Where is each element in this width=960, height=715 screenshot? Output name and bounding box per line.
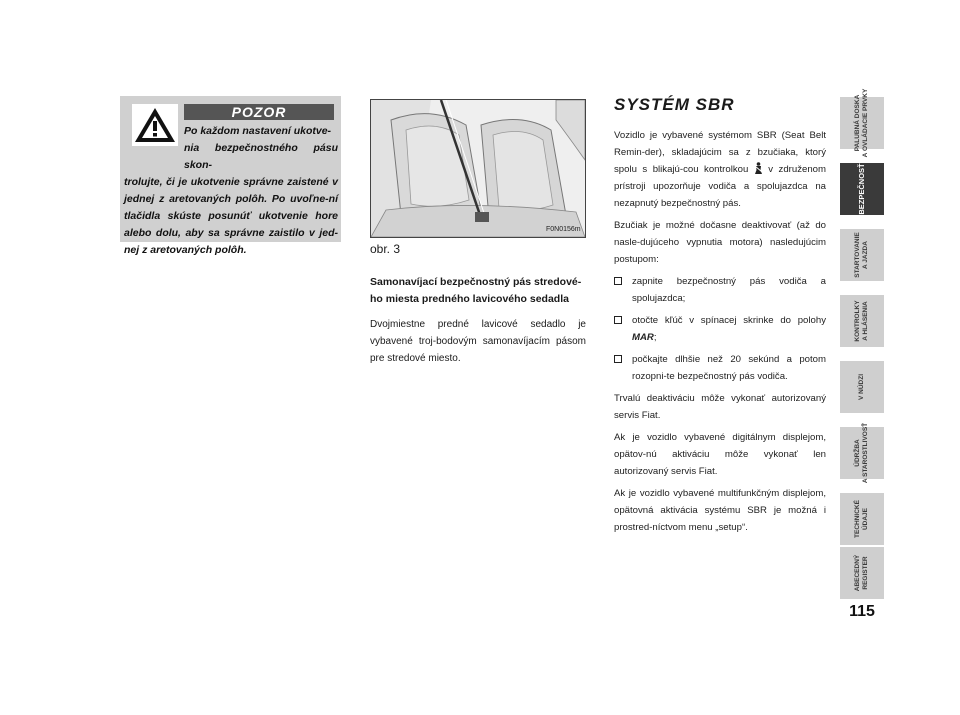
warning-label: POZOR: [184, 104, 334, 120]
figure-caption: obr. 3: [370, 242, 401, 256]
seatbelt-figure: [370, 99, 586, 238]
paragraph-2: Bzučiak je možné dočasne deaktivovať (až do nasle-dujúceho vypnutia motora) nasledujúcim postupom:: [614, 220, 826, 265]
page-number: 115: [849, 603, 875, 620]
tab-label-line1: TECHNICKÉ: [854, 500, 861, 538]
tab-v-nudzi[interactable]: [840, 361, 884, 413]
tab-label-line1: STARTOVANIE: [854, 232, 861, 278]
section-heading: Samonavíjací bezpečnostný pás stredové-ho miesta predného lavicového sedadla: [370, 276, 582, 305]
tab-label-line1: ABECEDNÝ: [854, 554, 861, 592]
tab-label-line1: V NÚDZI: [858, 374, 865, 400]
checkbox-bullet-icon: [614, 277, 622, 285]
tab-label-line2: A JAZDA: [862, 241, 869, 269]
paragraph-4: Ak je vozidlo vybavené digitálnym displejom, opätov-nú aktiváciu môže vykonať len autorizovaný servis Fiat.: [614, 432, 826, 477]
page-title: SYSTÉM SBR: [614, 95, 735, 114]
seatbelt-warning-icon: [754, 162, 763, 174]
paragraph-5: Ak je vozidlo vybavené multifunkčným displejom, opätovná aktivácia systému SBR je možná i prostred-níctvom menu „setup“.: [614, 488, 826, 533]
tab-label-line2: A OVLÁDACIE PRVKY: [862, 88, 869, 158]
bullet-2-end: ;: [653, 332, 657, 343]
warning-line-2: nia bezpečnostného pásu skon-: [184, 142, 338, 171]
section-body: Dvojmiestne predné lavicové sedadlo je vybavené troj-bodovým samonavíjacím pásom pre stredové miesto.: [370, 319, 586, 364]
tab-kontrolky[interactable]: [840, 295, 884, 347]
list-item: [614, 312, 826, 346]
tab-label-line1: ÚDRŽBA: [854, 439, 861, 467]
intro-part-a: Vozidlo je vybavené systémom SBR (Seat Belt Remin-der), skladajúcim sa z bzučiaka, ktorý spolu s blikajú-cou kontrolkou: [614, 130, 826, 175]
warning-line-1: Po každom nastavení ukotve-: [184, 125, 332, 137]
bullet-3-text: počkajte dlhšie než 20 sekúnd a potom rozopni-te bezpečnostný pás vodiča.: [632, 354, 826, 382]
bullet-2-text: otočte kľúč v spínacej skrinke do polohy: [632, 315, 826, 326]
tab-label-line1: PALUBNÁ DOSKA: [854, 94, 861, 152]
tab-label-line2: ÚDAJE: [862, 507, 869, 531]
checkbox-bullet-icon: [614, 316, 622, 324]
tab-palubna-doska[interactable]: [840, 88, 884, 158]
tab-label-line1: BEZPEČNOSŤ: [857, 163, 866, 215]
tab-technicke-udaje[interactable]: [840, 493, 884, 545]
warning-text: [124, 123, 338, 259]
list-item: [614, 273, 826, 307]
checkbox-bullet-icon: [614, 355, 622, 363]
intro-paragraph: [614, 127, 826, 212]
intro-part-b: v združenom prístroji upozorňuje vodiča a spolujazdca na nezapnutý bezpečnostný pás.: [614, 164, 826, 209]
tab-label-line2: A STAROSTLIVOSŤ: [862, 422, 869, 484]
list-item: [614, 351, 826, 385]
warning-box: [120, 96, 341, 256]
tab-label-line2: REGISTER: [862, 556, 869, 590]
tab-bezpecnost[interactable]: [840, 163, 884, 215]
tab-startovanie[interactable]: [840, 229, 884, 281]
seatbelt-illustration: [371, 100, 585, 237]
tab-label-line2: A HLÁSENIA: [862, 301, 869, 341]
paragraph-3: Trvalú deaktiváciu môže vykonať autorizovaný servis Fiat.: [614, 393, 826, 421]
tab-label-line1: KONTROLKY: [854, 300, 861, 342]
figure-code: F0N0156m: [546, 226, 581, 233]
sbr-text: [614, 127, 826, 541]
bullet-1-text: zapnite bezpečnostný pás vodiča a spolujazdca;: [632, 276, 826, 304]
tab-abecedny-register[interactable]: [840, 547, 884, 599]
warning-rest: trolujte, či je ukotvenie správne zaistené v jednej z aretovaných polôh. Po uvoľne-ní tlačidla skúste posunúť ukotvenie hore alebo dolu, aby sa správne zaistilo v jed-nej z aretovaných polôh.: [124, 176, 338, 256]
tab-udrzba[interactable]: [840, 422, 884, 484]
mar-position: MAR: [632, 332, 654, 343]
